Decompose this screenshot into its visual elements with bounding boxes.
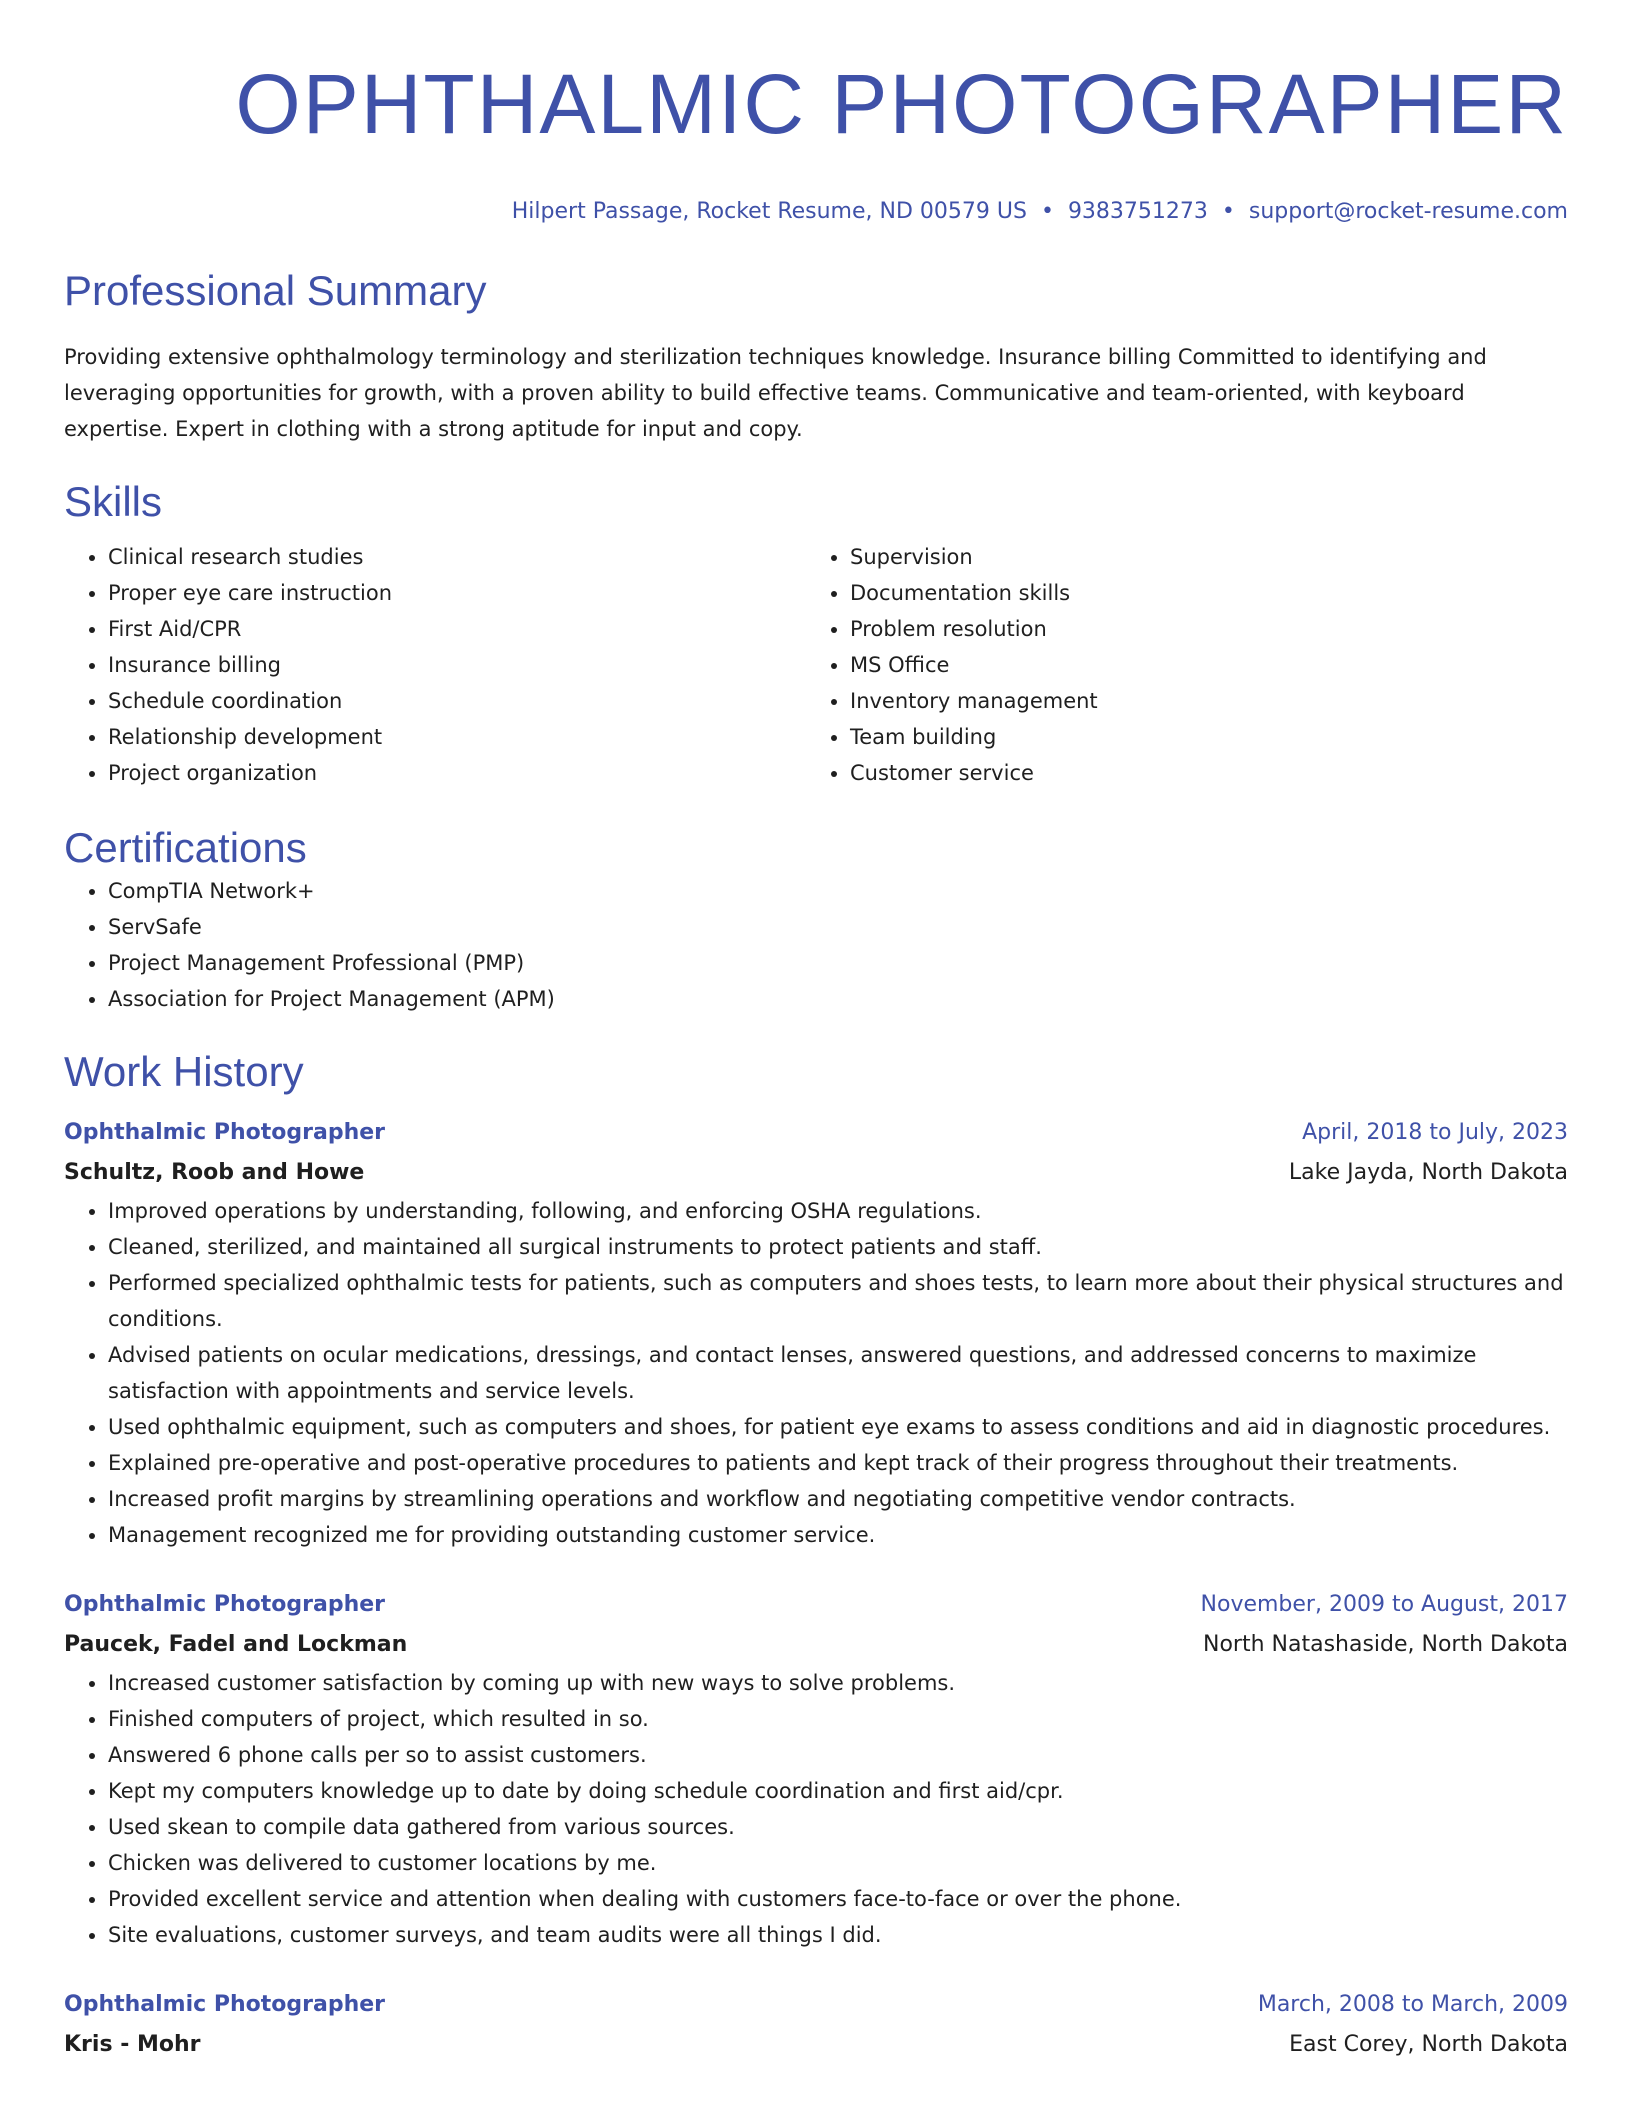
job-dates: November, 2009 to August, 2017	[1200, 1592, 1568, 1617]
job-role: Ophthalmic Photographer	[64, 1992, 385, 2017]
job-bullet: • Site evaluations, customer surveys, and team audits were all things I did.	[108, 1917, 1568, 1953]
summary-text: Providing extensive ophthalmology terminology and sterilization techniques knowledge. Insurance billing Committed to identifying and leveraging opportunities for growth, with a proven ability to build effective teams. Communicative and team-oriented, with keyboard expertise. Expert in clothing with a strong aptitude for input and copy.	[64, 345, 1487, 441]
skills-list-right	[806, 539, 1548, 791]
skill-item: • MS Office	[850, 647, 1548, 683]
contact-address: Hilpert Passage, Rocket Resume, ND 00579 US	[511, 199, 1027, 224]
certification-item: • CompTIA Network+	[108, 873, 1568, 909]
job-bullets	[64, 1665, 1568, 1953]
certification-item: • ServSafe	[108, 909, 1568, 945]
certification-item: • Project Management Professional (PMP)	[108, 945, 1568, 981]
skill-item: • Relationship development	[108, 719, 806, 755]
job-entry	[64, 1113, 1568, 1553]
job-bullet: • Advised patients on ocular medications, dressings, and contact lenses, answered questions, and addressed concerns to maximize satisfaction with appointments and service levels.	[108, 1337, 1568, 1409]
job-subheader	[64, 1625, 1568, 1665]
job-bullet: • Provided excellent service and attention when dealing with customers face-to-face or over the phone.	[108, 1881, 1568, 1917]
job-bullet: • Improved operations by understanding, following, and enforcing OSHA regulations.	[108, 1193, 1568, 1229]
job-bullet: • Finished computers of project, which resulted in so.	[108, 1701, 1568, 1737]
skill-item: • Insurance billing	[108, 647, 806, 683]
job-dates: March, 2008 to March, 2009	[1257, 1992, 1568, 2017]
skill-item: • First Aid/CPR	[108, 611, 806, 647]
contact-separator: •	[1040, 199, 1054, 224]
job-company: Paucek, Fadel and Lockman	[64, 1632, 408, 1657]
skills-grid	[64, 539, 1568, 791]
job-bullet: • Answered 6 phone calls per so to assist customers.	[108, 1737, 1568, 1773]
skill-item: • Proper eye care instruction	[108, 575, 806, 611]
skill-item: • Schedule coordination	[108, 683, 806, 719]
skill-item: • Project organization	[108, 755, 806, 791]
work-history-heading: Work History	[64, 1048, 304, 1095]
skill-item: • Problem resolution	[850, 611, 1548, 647]
skill-item: • Clinical research studies	[108, 539, 806, 575]
job-bullet: • Cleaned, sterilized, and maintained all surgical instruments to protect patients and staff.	[108, 1229, 1568, 1265]
contact-line	[64, 198, 1568, 226]
contact-email: support@rocket-resume.com	[1248, 199, 1568, 224]
skills-column-right	[806, 539, 1548, 791]
job-bullet: • Performed specialized ophthalmic tests for patients, such as computers and shoes tests, to learn more about their physical structures and conditions.	[108, 1265, 1568, 1337]
skill-item: • Customer service	[850, 755, 1548, 791]
job-bullet: • Used skean to compile data gathered from various sources.	[108, 1809, 1568, 1845]
job-role: Ophthalmic Photographer	[64, 1120, 385, 1145]
resume-title: OPHTHALMIC PHOTOGRAPHER	[235, 57, 1568, 151]
skills-heading: Skills	[64, 478, 163, 525]
job-entry	[64, 1585, 1568, 1953]
job-bullet: • Management recognized me for providing outstanding customer service.	[108, 1517, 1568, 1553]
job-company: Schultz, Roob and Howe	[64, 1160, 365, 1185]
job-subheader	[64, 1153, 1568, 1193]
job-bullet: • Chicken was delivered to customer locations by me.	[108, 1845, 1568, 1881]
job-header	[64, 1113, 1568, 1153]
job-bullet: • Increased profit margins by streamlining operations and workflow and negotiating competitive vendor contracts.	[108, 1481, 1568, 1517]
job-dates: April, 2018 to July, 2023	[1302, 1120, 1568, 1145]
summary-heading: Professional Summary	[64, 267, 487, 314]
job-bullet: • Kept my computers knowledge up to date by doing schedule coordination and first aid/cpr.	[108, 1773, 1568, 1809]
job-bullet: • Used ophthalmic equipment, such as computers and shoes, for patient eye exams to assess conditions and aid in diagnostic procedures.	[108, 1409, 1568, 1445]
job-bullet: • Increased customer satisfaction by coming up with new ways to solve problems.	[108, 1665, 1568, 1701]
job-subheader	[64, 2025, 1568, 2065]
certifications-heading: Certifications	[64, 824, 307, 871]
job-entry	[64, 1985, 1568, 2065]
skill-item: • Inventory management	[850, 683, 1548, 719]
job-bullet: • Explained pre-operative and post-operative procedures to patients and kept track of their progress throughout their treatments.	[108, 1445, 1568, 1481]
job-location: Lake Jayda, North Dakota	[1288, 1160, 1568, 1185]
job-bullets	[64, 1193, 1568, 1553]
job-company: Kris - Mohr	[64, 2032, 201, 2057]
skills-column-left	[64, 539, 806, 791]
job-header	[64, 1585, 1568, 1625]
job-location: East Corey, North Dakota	[1289, 2032, 1568, 2057]
skill-item: • Team building	[850, 719, 1548, 755]
certifications-list	[64, 873, 1568, 1017]
contact-separator: •	[1221, 199, 1235, 224]
certification-item: • Association for Project Management (APM)	[108, 981, 1568, 1017]
job-role: Ophthalmic Photographer	[64, 1592, 385, 1617]
contact-phone: 9383751273	[1067, 199, 1208, 224]
skill-item: • Documentation skills	[850, 575, 1548, 611]
job-header	[64, 1985, 1568, 2025]
skill-item: • Supervision	[850, 539, 1548, 575]
skills-list-left	[64, 539, 806, 791]
job-location: North Natashaside, North Dakota	[1203, 1632, 1568, 1657]
